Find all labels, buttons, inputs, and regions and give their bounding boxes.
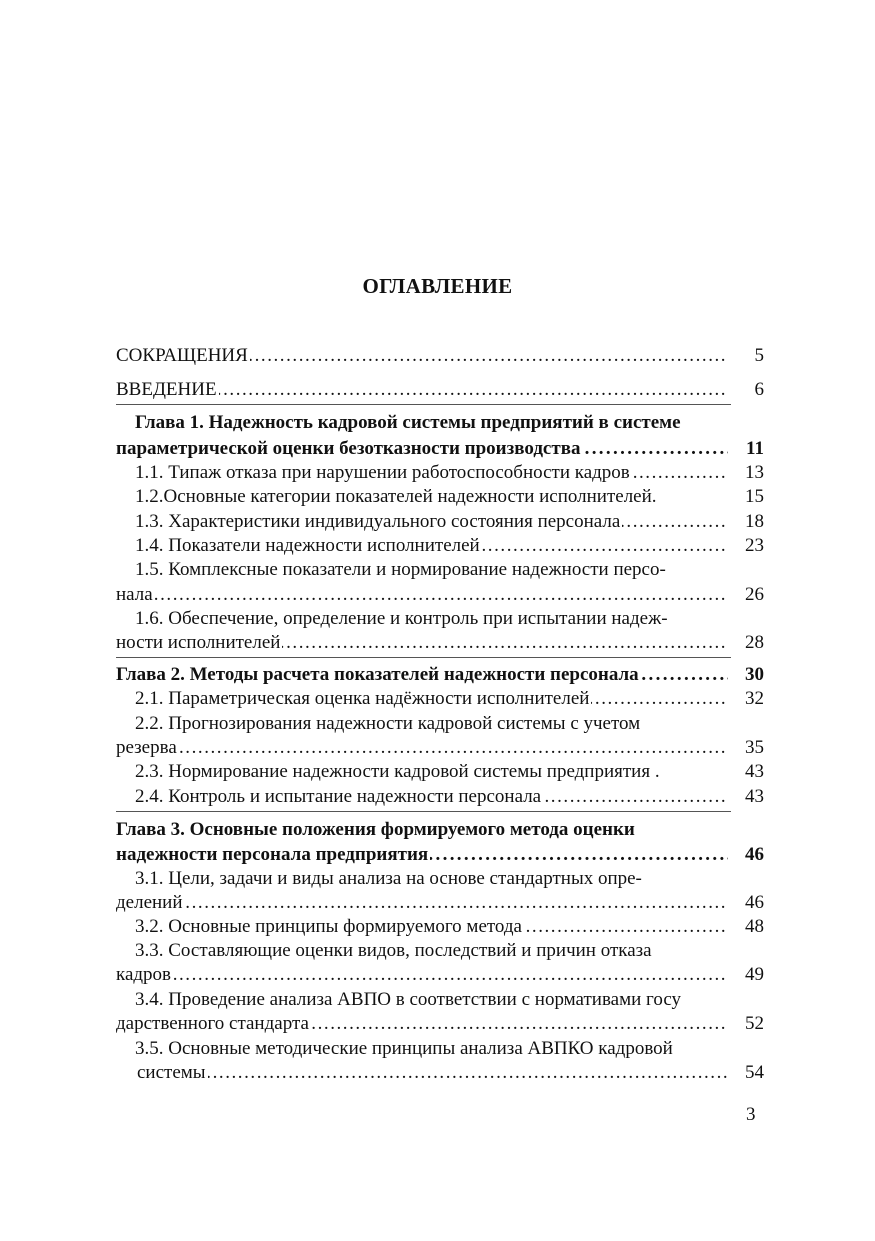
toc-entry-text: 2.1. Параметрическая оценка надёжности исполнителей [135,688,590,709]
toc-entry-text: кадров [116,964,172,985]
toc-entry-text: 3.2. Основные принципы формируемого метода [135,916,522,937]
toc-entry-text: 1.1. Типаж отказа при нарушении работоспособности кадров [135,462,630,483]
toc-entry-text: Глава 1. Надежность кадровой системы предприятий в системе [135,412,681,433]
toc-chapter-3-line-1[interactable] [116,816,764,844]
toc-entry-text: 1.4. Показатели надежности исполнителей [135,535,480,556]
toc-entry-text: ности исполнителей [116,632,281,653]
toc-chapter-1-line-1[interactable] [116,409,764,437]
toc-page-number: 28 [745,632,764,653]
toc-entry-text: дарственного стандарта [116,1013,309,1034]
toc-entry-text: резерва [116,737,177,758]
page-number: 3 [746,1104,756,1125]
toc-entry-text: надежности персонала предприятия [116,844,429,865]
toc-entry-text: 2.2. Прогнозирования надежности кадровой системы с учетом [135,713,641,734]
toc-section-2-3[interactable] [116,758,764,786]
toc-page-number: 43 [745,786,764,807]
toc-page-number: 23 [745,535,764,556]
toc-entry-text: параметрической оценки безотказности производства [116,438,581,459]
toc-page-number: 54 [745,1062,764,1083]
toc-section-2-4[interactable] [116,783,764,811]
toc-page-number: 18 [745,511,764,532]
page-title: ОГЛАВЛЕНИЕ [362,274,513,298]
toc-entry-text: СОКРАЩЕНИЯ [116,345,248,366]
divider [116,657,731,658]
toc-page-number: 26 [745,584,764,605]
toc-section-3-3[interactable] [116,961,764,989]
toc-page-number: 13 [745,462,764,483]
toc-entry-abbreviations[interactable] [116,342,764,370]
toc-section-1-6-line-1[interactable] [116,605,764,633]
toc-section-1-2[interactable] [116,483,764,511]
toc-section-3-4-line-1[interactable] [116,986,764,1014]
toc-page-number: 11 [746,438,764,459]
toc-entry-text: Глава 2. Методы расчета показателей надежности персонала [116,664,639,685]
toc-entry-text: нала [116,584,153,605]
toc-entry-introduction[interactable] [116,376,764,404]
divider [116,811,731,812]
toc-page-number: 43 [745,761,764,782]
toc-page-number: 5 [754,345,764,366]
toc-page-number: 49 [745,964,764,985]
toc-entry-text: 3.3. Составляющие оценки видов, последствий и причин отказа [135,940,652,961]
toc-entry-text: 3.1. Цели, задачи и виды анализа на основе стандартных опре- [135,868,642,889]
toc-entry-text: делений [116,892,183,913]
divider [116,404,731,405]
toc-entry-text: 1.5. Комплексные показатели и нормирование надежности персо- [135,559,666,580]
toc-entry-text: Глава 3. Основные положения формируемого метода оценки [116,819,635,840]
toc-page-number: 35 [745,737,764,758]
toc-page-number: 48 [745,916,764,937]
toc-page-number: 32 [745,688,764,709]
toc-entry-text: 2.3. Нормирование надежности кадровой системы предприятия . [135,761,660,782]
toc-entry-text: 3.5. Основные методические принципы анализа АВПКО кадровой [135,1038,673,1059]
toc-entry-text: 1.3. Характеристики индивидуального состояния персонала [135,511,621,532]
toc-page-number: 52 [745,1013,764,1034]
toc-section-2-1[interactable] [116,685,764,713]
toc-entry-text: 2.4. Контроль и испытание надежности персонала [135,786,542,807]
toc-entry-text: ВВЕДЕНИЕ [116,379,217,400]
toc-section-3-5[interactable] [116,1059,764,1087]
toc-entry-text: 1.6. Обеспечение, определение и контроль при испытании надеж- [135,608,668,629]
toc-entry-text: 3.4. Проведение анализа АВПО в соответствии с нормативами госу [135,989,682,1010]
toc-page-number: 6 [754,379,764,400]
toc-section-1-6[interactable] [116,629,764,657]
toc-page-number: 46 [745,844,764,865]
toc-entry-text: системы [137,1062,206,1083]
toc-page-number: 15 [745,486,764,507]
toc-section-1-5-line-1[interactable] [116,556,764,584]
toc-page-number: 30 [745,664,764,685]
toc-entry-text: 1.2.Основные категории показателей надежности исполнителей. [135,486,657,507]
toc-section-3-4[interactable] [116,1010,764,1038]
toc-section-3-5-line-1[interactable] [116,1035,764,1063]
toc-page-number: 46 [745,892,764,913]
